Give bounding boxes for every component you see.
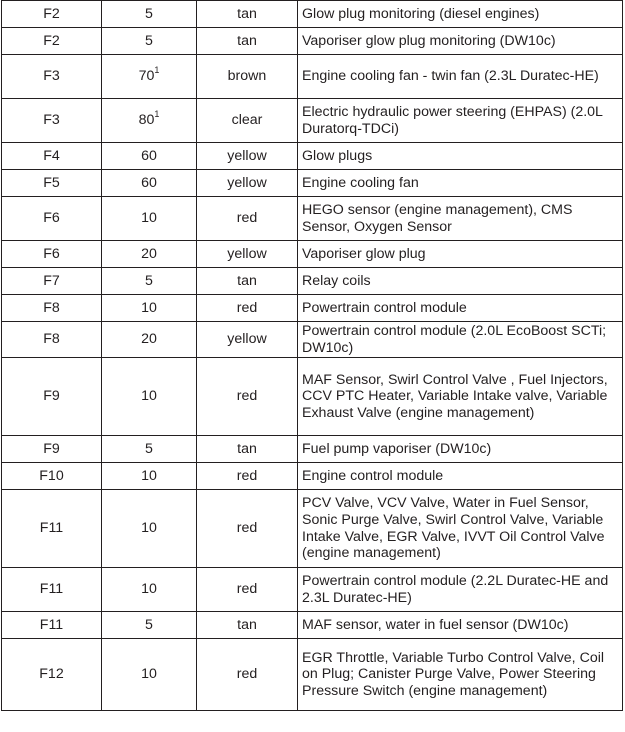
fuse-color-cell: yellow bbox=[197, 322, 298, 358]
circuit-description-cell: Powertrain control module bbox=[298, 295, 623, 322]
fuse-color-cell: yellow bbox=[197, 143, 298, 170]
circuit-description-cell: MAF Sensor, Swirl Control Valve , Fuel Injectors, CCV PTC Heater, Variable Intake valve, Variable Exhaust Valve (engine management) bbox=[298, 358, 623, 436]
fuse-number-cell: F9 bbox=[2, 358, 102, 436]
amp-rating-value: 5 bbox=[145, 5, 153, 22]
circuit-description-cell: Vaporiser glow plug bbox=[298, 241, 623, 268]
table-row bbox=[2, 295, 623, 322]
amp-rating-cell bbox=[102, 99, 197, 143]
table-row bbox=[2, 358, 623, 436]
fuse-color-cell: yellow bbox=[197, 170, 298, 197]
amp-rating-value: 5 bbox=[145, 616, 153, 633]
amp-rating-cell bbox=[102, 1, 197, 28]
amp-rating-cell bbox=[102, 55, 197, 99]
circuit-description-cell: Engine cooling fan bbox=[298, 170, 623, 197]
table-row bbox=[2, 197, 623, 241]
table-row bbox=[2, 639, 623, 711]
amp-rating-value: 70 bbox=[138, 68, 155, 85]
fuse-number-cell: F2 bbox=[2, 1, 102, 28]
circuit-description-cell: PCV Valve, VCV Valve, Water in Fuel Sensor, Sonic Purge Valve, Swirl Control Valve, Variable Intake Valve, EGR Valve, IVVT Oil Control Valve (engine management) bbox=[298, 490, 623, 568]
fuse-number-cell: F11 bbox=[2, 490, 102, 568]
table-row bbox=[2, 170, 623, 197]
circuit-description-cell: Vaporiser glow plug monitoring (DW10c) bbox=[298, 28, 623, 55]
fuse-color-cell: red bbox=[197, 639, 298, 711]
fuse-number-cell: F12 bbox=[2, 639, 102, 711]
amp-rating-value: 10 bbox=[141, 299, 157, 316]
fuse-number-cell: F11 bbox=[2, 568, 102, 612]
table-row bbox=[2, 99, 623, 143]
fuse-number-cell: F2 bbox=[2, 28, 102, 55]
circuit-description-cell: Fuel pump vaporiser (DW10c) bbox=[298, 436, 623, 463]
fuse-color-cell: tan bbox=[197, 612, 298, 639]
fuse-number-cell: F5 bbox=[2, 170, 102, 197]
table-row bbox=[2, 268, 623, 295]
table-row bbox=[2, 322, 623, 358]
circuit-description-cell: Relay coils bbox=[298, 268, 623, 295]
amp-rating-cell bbox=[102, 170, 197, 197]
amp-rating-value: 60 bbox=[141, 147, 157, 164]
fuse-number-cell: F7 bbox=[2, 268, 102, 295]
table-row bbox=[2, 143, 623, 170]
amp-rating-value: 10 bbox=[141, 666, 157, 683]
amp-rating-cell bbox=[102, 490, 197, 568]
fuse-number-cell: F9 bbox=[2, 436, 102, 463]
fuse-color-cell: red bbox=[197, 490, 298, 568]
amp-rating-cell bbox=[102, 463, 197, 490]
amp-rating-cell bbox=[102, 639, 197, 711]
amp-rating-value: 5 bbox=[145, 32, 153, 49]
fuse-number-cell: F8 bbox=[2, 295, 102, 322]
circuit-description-cell: Glow plugs bbox=[298, 143, 623, 170]
circuit-description-cell: Glow plug monitoring (diesel engines) bbox=[298, 1, 623, 28]
fuse-table bbox=[1, 0, 623, 711]
amp-rating-value: 10 bbox=[141, 467, 157, 484]
table-row bbox=[2, 241, 623, 268]
footnote-marker: 1 bbox=[154, 109, 160, 120]
fuse-number-cell: F3 bbox=[2, 99, 102, 143]
amp-rating-cell bbox=[102, 241, 197, 268]
amp-rating-value: 10 bbox=[141, 210, 157, 227]
table-row bbox=[2, 568, 623, 612]
fuse-color-cell: red bbox=[197, 463, 298, 490]
circuit-description-cell: EGR Throttle, Variable Turbo Control Valve, Coil on Plug; Canister Purge Valve, Power Steering Pressure Switch (engine management) bbox=[298, 639, 623, 711]
amp-rating-value: 80 bbox=[138, 112, 155, 129]
fuse-color-cell: tan bbox=[197, 28, 298, 55]
amp-rating-value: 10 bbox=[141, 388, 157, 405]
fuse-color-cell: tan bbox=[197, 436, 298, 463]
fuse-color-cell: red bbox=[197, 197, 298, 241]
table-row bbox=[2, 612, 623, 639]
amp-rating-cell bbox=[102, 295, 197, 322]
fuse-number-cell: F3 bbox=[2, 55, 102, 99]
amp-rating-value: 5 bbox=[145, 440, 153, 457]
amp-rating-cell bbox=[102, 436, 197, 463]
amp-rating-value: 10 bbox=[141, 520, 157, 537]
fuse-number-cell: F11 bbox=[2, 612, 102, 639]
circuit-description-cell: MAF sensor, water in fuel sensor (DW10c) bbox=[298, 612, 623, 639]
circuit-description-cell: Engine cooling fan - twin fan (2.3L Duratec-HE) bbox=[298, 55, 623, 99]
fuse-color-cell: brown bbox=[197, 55, 298, 99]
footnote-marker: 1 bbox=[154, 65, 160, 76]
table-row bbox=[2, 490, 623, 568]
amp-rating-cell bbox=[102, 568, 197, 612]
circuit-description-cell: Engine control module bbox=[298, 463, 623, 490]
amp-rating-cell bbox=[102, 268, 197, 295]
amp-rating-value: 60 bbox=[141, 174, 157, 191]
fuse-number-cell: F6 bbox=[2, 197, 102, 241]
amp-rating-cell bbox=[102, 358, 197, 436]
amp-rating-value: 20 bbox=[141, 245, 157, 262]
amp-rating-cell bbox=[102, 143, 197, 170]
amp-rating-value: 20 bbox=[141, 331, 157, 348]
amp-rating-cell bbox=[102, 197, 197, 241]
circuit-description-cell: Powertrain control module (2.0L EcoBoost SCTi; DW10c) bbox=[298, 322, 623, 358]
fuse-number-cell: F10 bbox=[2, 463, 102, 490]
fuse-color-cell: red bbox=[197, 358, 298, 436]
fuse-number-cell: F6 bbox=[2, 241, 102, 268]
fuse-color-cell: yellow bbox=[197, 241, 298, 268]
fuse-color-cell: tan bbox=[197, 1, 298, 28]
table-row bbox=[2, 28, 623, 55]
table-row bbox=[2, 463, 623, 490]
circuit-description-cell: Powertrain control module (2.2L Duratec-HE and 2.3L Duratec-HE) bbox=[298, 568, 623, 612]
fuse-color-cell: tan bbox=[197, 268, 298, 295]
fuse-number-cell: F8 bbox=[2, 322, 102, 358]
fuse-color-cell: red bbox=[197, 568, 298, 612]
amp-rating-value: 5 bbox=[145, 272, 153, 289]
circuit-description-cell: HEGO sensor (engine management), CMS Sensor, Oxygen Sensor bbox=[298, 197, 623, 241]
fuse-number-cell: F4 bbox=[2, 143, 102, 170]
fuse-color-cell: clear bbox=[197, 99, 298, 143]
amp-rating-cell bbox=[102, 28, 197, 55]
fuse-table-body bbox=[2, 1, 623, 711]
circuit-description-cell: Electric hydraulic power steering (EHPAS) (2.0L Duratorq-TDCi) bbox=[298, 99, 623, 143]
amp-rating-cell bbox=[102, 612, 197, 639]
table-row bbox=[2, 55, 623, 99]
table-row bbox=[2, 1, 623, 28]
fuse-color-cell: red bbox=[197, 295, 298, 322]
amp-rating-cell bbox=[102, 322, 197, 358]
amp-rating-value: 10 bbox=[141, 581, 157, 598]
table-row bbox=[2, 436, 623, 463]
